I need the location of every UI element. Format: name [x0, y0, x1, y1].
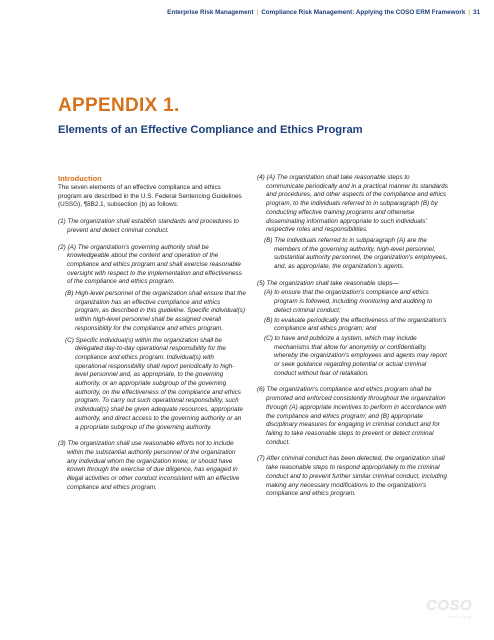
- intro-paragraph: The seven elements of an effective compliance and ethics program are described in the U.S. Federal Sentencing Guidelines (USSG), ¶8B2.1, subsection (b) as follows:: [58, 184, 242, 209]
- header-section: Enterprise Risk Management: [167, 9, 254, 16]
- intro-heading: Introduction: [58, 174, 102, 183]
- appendix-label: APPENDIX 1.: [58, 95, 180, 116]
- element-2b: (B) High-level personnel of the organization shall ensure that the organization has an effective compliance and ethics program, as described in this guideline. Specific individual(s) within high-level personnel shall be assigned overall responsibility for the compliance and ethics program.: [65, 290, 246, 332]
- element-4a: (4) (A) The organization shall take reasonable steps to communicate periodically and in a practical manner its standards and procedures, and other aspects of the compliance and ethics program, to the individuals referred to in subparagraph (B) by conducting effective training programs and otherwise disseminating information appropriate to such individuals' respective roles and responsibilities.: [257, 174, 448, 234]
- element-5a: (A) to ensure that the organization's compliance and ethics program is followed, including monitoring and auditing to detect criminal conduct;: [264, 289, 433, 314]
- logo-url: coso.org: [448, 614, 472, 619]
- element-2c: (C) Specific individual(s) within the organization shall be delegated day-to-day operational responsibility for the compliance and ethics program. Individual(s) with operational responsibility shall report periodically to high-level personnel and, as appropriate, to the governing authority, or an appropriate subgroup of the governing authority, on the effectiveness of the compliance and ethics program. To carry out such operational responsibility, such individual(s) shall be given adequate resources, appropriate authority, and direct access to the governing authority or an a ppropriate subgroup of the governing authority.: [65, 336, 243, 431]
- logo-wordmark: COSO: [426, 597, 473, 614]
- header-divider: |: [256, 9, 259, 16]
- page-number: 31: [472, 9, 480, 16]
- page-title: Elements of an Effective Compliance and Ethics Program: [58, 124, 363, 136]
- element-5c: (C) to have and publicize a system, which may include mechanisms that allow for anonymity or confidentiality, whereby the organization's employees and agents may report or seek guidance regarding potential or actual criminal conduct without fear of retaliation.: [264, 334, 447, 377]
- element-1: (1) The organization shall establish standards and procedures to prevent and detect criminal conduct.: [58, 218, 239, 234]
- element-5b: (B) to evaluate periodically the effectiveness of the organization's compliance and ethics program; and: [264, 316, 447, 333]
- element-4b: (B) The individuals referred to in subparagraph (A) are the members of the governing authority, high-level personnel, substantial authority personnel, the organization's employees, and, as appropriate, the organization's agents.: [264, 236, 448, 271]
- right-column: [257, 174, 449, 507]
- left-column: [58, 174, 246, 501]
- element-5: (5) The organization shall take reasonable steps—: [257, 279, 399, 287]
- element-3: (3) The organization shall use reasonable efforts not to include within the substantial authority personnel of the organization any individual whom the organization knew, or should have known through the exercise of due diligence, has engaged in illegal activities or other conduct inconsistent with an effective compliance and ethics program.: [58, 440, 240, 491]
- header-divider: |: [468, 9, 470, 16]
- running-header: [60, 9, 480, 16]
- element-2a: (2) (A) The organization's governing authority shall be knowledgeable about the content and operation of the compliance and ethics program and shall exercise reasonable oversight with respect to the implementation and effectiveness of the compliance and ethics program.: [58, 243, 242, 286]
- coso-logo: [426, 598, 472, 624]
- header-doc-title: Compliance Risk Management: Applying the COSO ERM Framework: [261, 9, 466, 16]
- element-6: (6) The organization's compliance and ethics program shall be promoted and enforced consistently throughout the organization through (A) appropriate incentives to perform in accordance with the compliance and ethics program; and (B) appropriate disciplinary measures for engaging in criminal conduct and for failing to take reasonable steps to prevent or detect criminal conduct.: [257, 386, 447, 446]
- element-7: (7) After criminal conduct has been detected, the organization shall take reasonable steps to respond appropriately to the criminal conduct and to prevent further similar criminal conduct, including making any necessary modifications to the organization's compliance and ethics program.: [257, 455, 447, 498]
